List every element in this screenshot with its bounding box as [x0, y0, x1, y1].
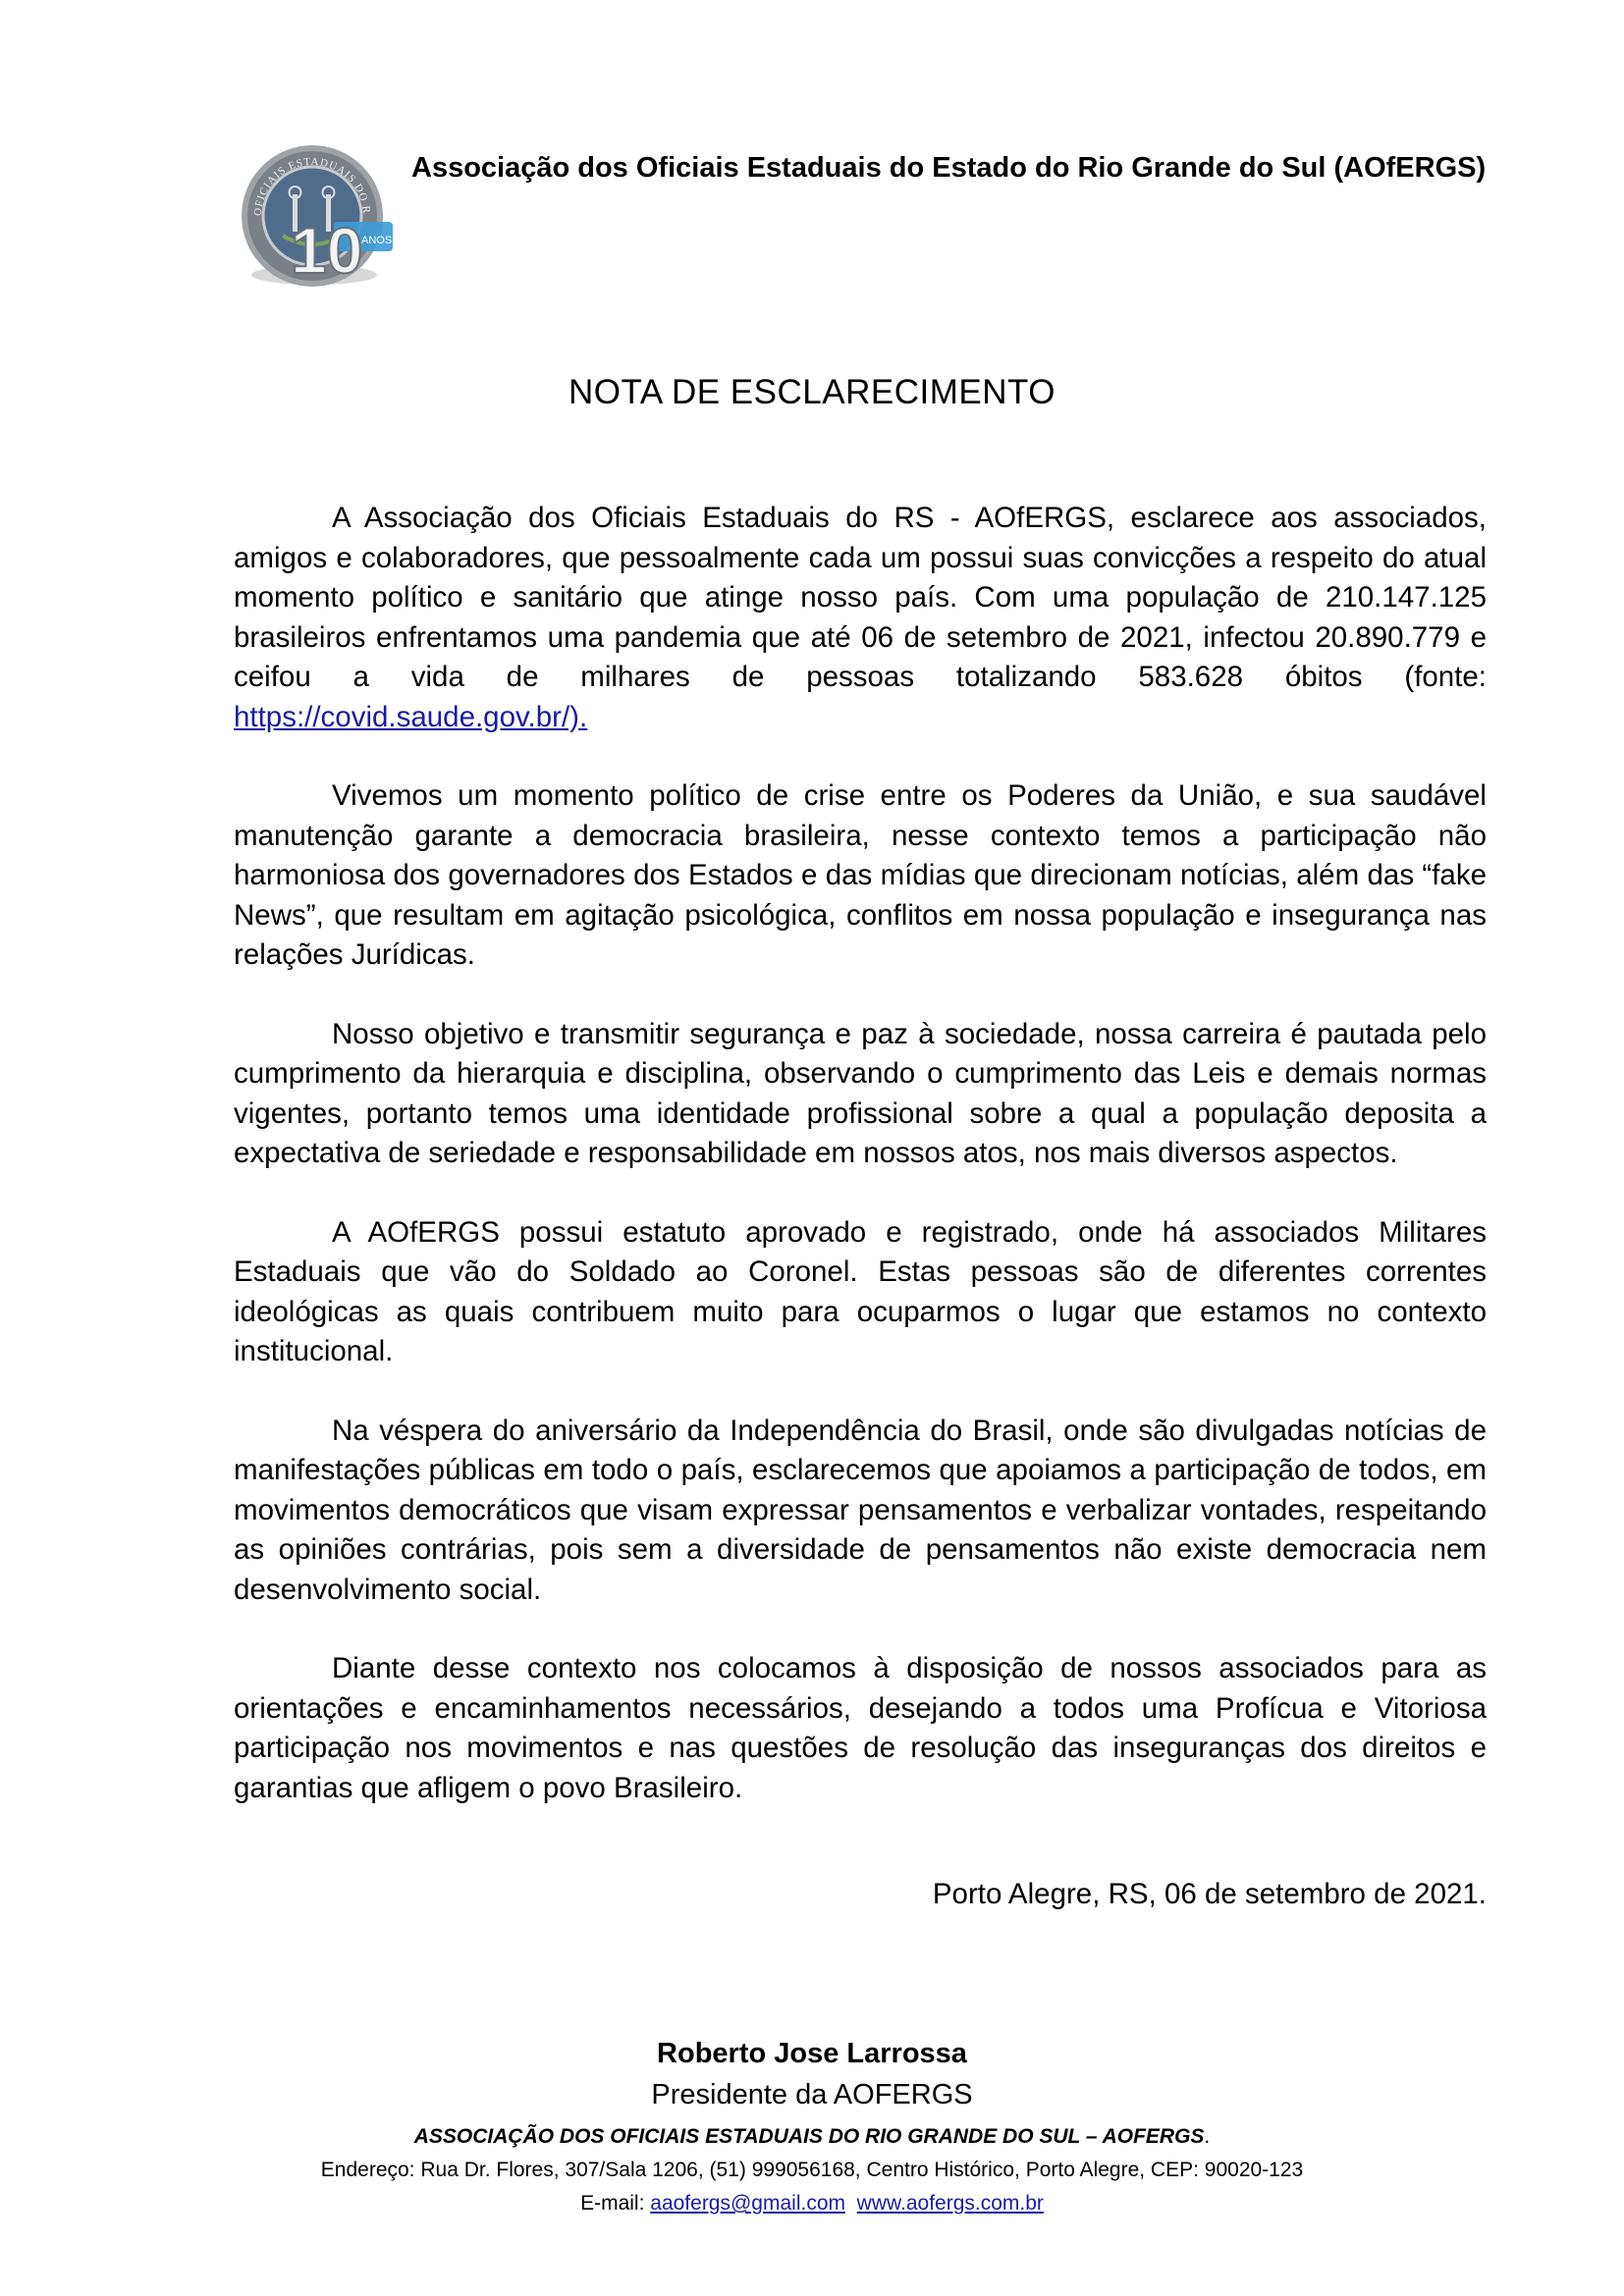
- document-title: NOTA DE ESCLARECIMENTO: [568, 373, 1056, 411]
- paragraph-3: Nosso objetivo e transmitir segurança e paz à sociedade, nossa carreira é pautada pelo cumprimento da hierarquia e disciplina, observando o cumprimento das Leis e demais normas vigentes, portanto temos uma identidade profissional sobre a qual a população deposita a expectativa de seriedade e responsabilidade em nossos atos, nos mais diversos aspectos.: [234, 1017, 1487, 1169]
- footer-org-period: .: [1204, 2125, 1211, 2148]
- footer-contact: [0, 2187, 1624, 2220]
- date-line: Porto Alegre, RS, 06 de setembro de 2021.: [932, 1878, 1487, 1910]
- paragraph-1: [234, 499, 1487, 737]
- covid-source-link[interactable]: https://covid.saude.gov.br/).: [234, 700, 588, 733]
- footer-org-name: ASSOCIAÇÃO DOS OFICIAIS ESTADUAIS DO RIO GRANDE DO SUL – AOFERGS: [413, 2125, 1205, 2148]
- website-link[interactable]: www.aofergs.com.br: [856, 2192, 1044, 2215]
- email-label: E-mail:: [580, 2192, 651, 2215]
- signatory-name: Roberto Jose Larrossa: [657, 2038, 967, 2069]
- paragraph-6: Diante desse contexto nos colocamos à disposição de nossos associados para as orientações e encaminhamentos necessários, desejando a todos uma Profícua e Vitoriosa participação nos movimentos e nas questões de resolução das inseguranças dos direitos e garantias que afligem o povo Brasileiro.: [234, 1652, 1487, 1804]
- signature-block: [0, 2032, 1624, 2220]
- paragraph-1-text: A Associação dos Oficiais Estaduais do RS - AOfERGS, esclarece aos associados, amigos e colaboradores, que pessoalmente cada um possui suas convicções a respeito do atual momento político e sanitário que atinge nosso país. Com uma população de 210.147.125 brasileiros enfrentamos uma pandemia que até 06 de setembro de 2021, infectou 20.890.779 e ceifou a vida de milhares de pessoas totalizando 583.628 óbitos (fonte:: [234, 502, 1487, 693]
- organization-title: Associação dos Oficiais Estaduais do Estado do Rio Grande do Sul (AOfERGS): [411, 152, 1487, 184]
- footer-address: Endereço: Rua Dr. Flores, 307/Sala 1206, (51) 999056168, Centro Histórico, Porto Alegre, CEP: 90020-123: [320, 2159, 1304, 2181]
- seal-badge-text: ANOS: [361, 235, 393, 246]
- paragraph-2: Vivemos um momento político de crise entre os Poderes da União, e sua saudável manutenção garante a democracia brasileira, nesse contexto temos a participação não harmoniosa dos governadores dos Estados e das mídias que direcionam notícias, além das “fake News”, que resultam em agitação psicológica, conflitos em nossa população e insegurança nas relações Jurídicas.: [234, 779, 1487, 971]
- aofergs-seal-logo: [232, 137, 408, 304]
- paragraph-4: A AOfERGS possui estatuto aprovado e registrado, onde há associados Militares Estaduais que vão do Soldado ao Coronel. Estas pessoas são de diferentes correntes ideológicas as quais contribuem muito para ocuparmos o lugar que estamos no contexto institucional.: [234, 1215, 1487, 1367]
- footer-organization: [0, 2120, 1624, 2154]
- signatory-role: Presidente da AOFERGS: [651, 2079, 973, 2110]
- letterhead: [232, 137, 1508, 304]
- seal-badge-number: 10: [291, 214, 363, 287]
- seal-icon: [232, 137, 408, 304]
- document-body: [234, 499, 1487, 1847]
- seal-ring-text: OFICIAIS ESTADUAIS DO R: [251, 155, 373, 217]
- paragraph-5: Na véspera do aniversário da Independência do Brasil, onde são divulgadas notícias de manifestações públicas em todo o país, esclarecemos que apoiamos a participação de todos, em movimentos democráticos que visam expressar pensamentos e verbalizar vontades, respeitando as opiniões contrárias, pois sem a diversidade de pensamentos não existe democracia nem desenvolvimento social.: [234, 1414, 1487, 1606]
- email-link[interactable]: aaofergs@gmail.com: [650, 2192, 845, 2215]
